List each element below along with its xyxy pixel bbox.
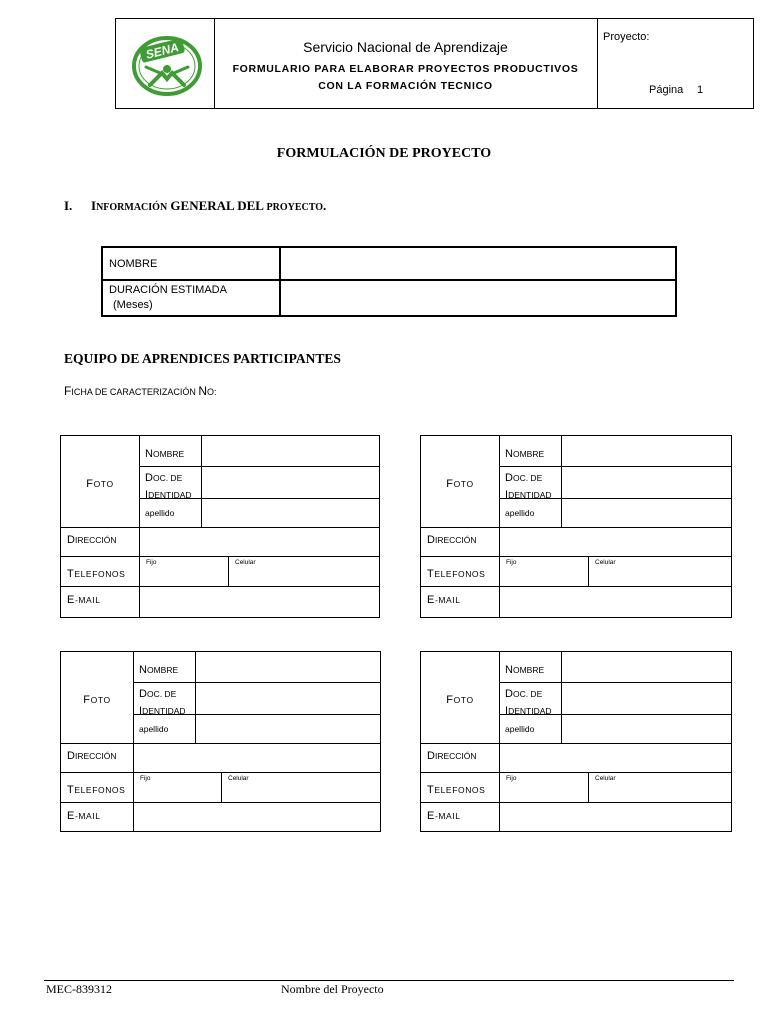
apellido-label-cell	[139, 498, 201, 527]
apellido-field[interactable]	[195, 714, 380, 743]
doc-label-line1	[139, 685, 186, 702]
fijo-label: Fijo	[140, 775, 151, 782]
apellido-field[interactable]	[561, 498, 731, 527]
fijo-label: Fijo	[506, 775, 517, 782]
foto-label-rest: OTO	[453, 478, 474, 489]
table-row	[102, 280, 676, 316]
telefonos-label	[67, 780, 125, 798]
telefonos-label	[427, 780, 485, 798]
email-label-initial: E	[67, 810, 75, 822]
nombre-label-initial: N	[145, 448, 153, 460]
foto-label	[61, 690, 133, 708]
email-row	[61, 586, 139, 617]
section-title	[91, 198, 326, 214]
ficha-part: N	[198, 384, 208, 398]
name-label-cell	[102, 247, 280, 280]
apellido-field[interactable]	[561, 714, 731, 743]
doc-label-line2-rest: DENTIDAD	[142, 706, 186, 716]
direccion-row	[421, 527, 499, 556]
email-label	[67, 590, 101, 608]
foto-cell[interactable]	[61, 436, 140, 527]
direccion-field[interactable]	[133, 743, 380, 772]
email-label-rest: -MAIL	[74, 811, 101, 821]
apellido-label-cell	[499, 714, 561, 743]
apellido-label: apellido	[505, 724, 535, 734]
direccion-row	[421, 743, 499, 772]
document-title: FORMULACIÓN DE PROYECTO	[276, 146, 492, 161]
nombre-label	[145, 444, 184, 462]
direccion-row	[61, 527, 139, 556]
foto-label-initial: F	[446, 693, 454, 706]
direccion-label	[67, 746, 117, 764]
doc-label-line1-rest: OC. DE	[512, 473, 543, 483]
doc-label-cell	[499, 466, 561, 501]
celular-label: Celular	[228, 775, 249, 782]
duration-label-cell	[102, 280, 280, 316]
participant-card	[420, 435, 732, 618]
email-label-initial: E	[67, 594, 75, 606]
doc-label-cell	[499, 682, 561, 717]
email-row	[421, 586, 499, 617]
celular-label: Celular	[595, 775, 616, 782]
email-label	[67, 806, 101, 824]
telefonos-row	[61, 556, 139, 586]
team-title: EQUIPO DE APRENDICES PARTICIPANTES	[64, 351, 341, 366]
celular-field[interactable]	[588, 772, 731, 802]
doc-label-line2-initial: I	[145, 489, 149, 501]
telefonos-row	[421, 772, 499, 802]
foto-label	[421, 690, 499, 708]
email-field[interactable]	[133, 802, 380, 831]
direccion-label	[427, 746, 477, 764]
foto-cell[interactable]	[421, 436, 500, 527]
email-label-initial: E	[427, 810, 435, 822]
nombre-label-rest: OMBRE	[152, 449, 185, 459]
apellido-field[interactable]	[201, 498, 379, 527]
telefonos-label	[427, 564, 485, 582]
project-label: Proyecto:	[603, 31, 650, 43]
table-row	[102, 247, 676, 280]
doc-label-cell	[139, 466, 201, 501]
doc-label-line1-initial: D	[505, 472, 513, 484]
foto-label-rest: OTO	[453, 694, 474, 705]
telefonos-row	[61, 772, 133, 802]
fijo-label: Fijo	[146, 559, 157, 566]
fijo-label: Fijo	[506, 559, 517, 566]
section-number: I.	[64, 198, 73, 213]
doc-label-line2-rest: DENTIDAD	[508, 706, 552, 716]
general-info-table	[101, 246, 677, 317]
header-project-cell	[597, 19, 753, 108]
footer-document-code: MEC-839312	[46, 982, 112, 996]
direccion-field[interactable]	[499, 743, 731, 772]
nombre-label	[505, 660, 544, 678]
telefonos-label-initial: T	[67, 784, 75, 796]
nombre-field[interactable]	[201, 436, 379, 466]
doc-field[interactable]	[201, 466, 379, 498]
fijo-field[interactable]	[133, 772, 221, 802]
nombre-label-initial: N	[139, 664, 147, 676]
name-label: NOMBRE	[109, 257, 158, 270]
nombre-field[interactable]	[561, 436, 731, 466]
doc-label-line2-initial: I	[139, 705, 143, 717]
email-label-rest: -MAIL	[434, 595, 461, 605]
institution-name: Servicio Nacional de Aprendizaje	[303, 39, 508, 55]
nombre-label-cell	[133, 652, 195, 682]
nombre-label-rest: OMBRE	[512, 449, 545, 459]
doc-label-line1-initial: D	[145, 472, 153, 484]
email-field[interactable]	[499, 802, 731, 831]
direccion-field[interactable]	[139, 527, 379, 556]
telefonos-label-rest: ELEFONOS	[434, 785, 486, 795]
doc-label-line1-initial: D	[505, 688, 513, 700]
doc-label-line1	[505, 469, 552, 486]
page-number: 1	[697, 84, 704, 96]
footer-project-name: Nombre del Proyecto	[281, 982, 384, 996]
celular-label: Celular	[235, 559, 256, 566]
nombre-label-initial: N	[505, 448, 513, 460]
ficha-part: F	[64, 384, 72, 398]
direccion-label-rest: IRECCIÓN	[434, 535, 477, 545]
sena-logo-icon	[116, 19, 214, 108]
nombre-label-rest: OMBRE	[512, 665, 545, 675]
fijo-field[interactable]	[499, 772, 588, 802]
ficha-part: O:	[207, 387, 217, 397]
direccion-label-rest: IRECCIÓN	[74, 751, 117, 761]
ficha-part: ICHA DE CARACTERIZACIÓN	[71, 387, 199, 397]
telefonos-label-initial: T	[67, 568, 75, 580]
section-title-part: NFORMACIÓN	[96, 202, 168, 213]
foto-cell[interactable]	[421, 652, 500, 743]
direccion-label-initial: D	[67, 750, 75, 762]
name-value-field[interactable]	[280, 247, 676, 280]
form-subtitle-line1: FORMULARIO PARA ELABORAR PROYECTOS PRODUCTIVOS	[232, 63, 579, 75]
foto-label	[421, 474, 499, 492]
fijo-field[interactable]	[139, 556, 228, 586]
header-title-cell	[214, 19, 598, 108]
apellido-label-cell	[499, 498, 561, 527]
doc-label-line2-rest: DENTIDAD	[148, 490, 192, 500]
nombre-label	[139, 660, 178, 678]
celular-field[interactable]	[221, 772, 380, 802]
email-label	[427, 590, 461, 608]
celular-label: Celular	[595, 559, 616, 566]
participant-card	[60, 435, 380, 618]
doc-label-line1-initial: D	[139, 688, 147, 700]
doc-field[interactable]	[561, 682, 731, 714]
celular-field[interactable]	[588, 556, 731, 586]
direccion-label-initial: D	[427, 750, 435, 762]
telefonos-row	[421, 556, 499, 586]
foto-label	[61, 474, 139, 492]
direccion-label	[67, 530, 117, 548]
doc-label-line1	[145, 469, 192, 486]
telefonos-label-initial: T	[427, 568, 435, 580]
fijo-field[interactable]	[499, 556, 588, 586]
ficha-label	[64, 384, 217, 398]
apellido-label: apellido	[139, 724, 169, 734]
doc-field[interactable]	[195, 682, 380, 714]
email-field[interactable]	[499, 586, 731, 617]
doc-label-line2-initial: I	[505, 489, 509, 501]
telefonos-label-initial: T	[427, 784, 435, 796]
section-title-part: GENERAL DEL	[167, 198, 267, 213]
apellido-label-cell	[133, 714, 195, 743]
foto-label-rest: OTO	[93, 478, 114, 489]
email-row	[61, 802, 133, 831]
nombre-label	[505, 444, 544, 462]
email-field[interactable]	[139, 586, 379, 617]
section-title-part: PROYECTO	[266, 202, 324, 213]
duration-unit-label: (Meses)	[113, 299, 153, 311]
nombre-label-cell	[499, 652, 561, 682]
nombre-field[interactable]	[195, 652, 380, 682]
doc-label-line1	[505, 685, 552, 702]
nombre-label-cell	[499, 436, 561, 466]
foto-label-initial: F	[83, 693, 91, 706]
document-header	[115, 18, 754, 109]
participant-card	[60, 651, 381, 832]
doc-field[interactable]	[561, 466, 731, 498]
foto-label-rest: OTO	[90, 694, 111, 705]
apellido-label: apellido	[505, 508, 535, 518]
email-label-rest: -MAIL	[434, 811, 461, 821]
doc-label-line2-rest: DENTIDAD	[508, 490, 552, 500]
email-row	[421, 802, 499, 831]
direccion-field[interactable]	[499, 527, 731, 556]
telefonos-label-rest: ELEFONOS	[74, 569, 126, 579]
doc-label-line2-initial: I	[505, 705, 509, 717]
direccion-row	[61, 743, 133, 772]
apellido-label: apellido	[145, 508, 175, 518]
nombre-label-cell	[139, 436, 201, 466]
logo-text: SENA	[144, 40, 181, 62]
logo-cell	[116, 19, 215, 108]
foto-label-initial: F	[446, 477, 454, 490]
section-title-part: I	[91, 198, 97, 213]
participant-card	[420, 651, 732, 832]
nombre-label-initial: N	[505, 664, 513, 676]
duration-label: DURACIÓN ESTIMADA	[109, 284, 227, 296]
direccion-label-rest: IRECCIÓN	[434, 751, 477, 761]
doc-label-line1-rest: OC. DE	[146, 689, 177, 699]
nombre-field[interactable]	[561, 652, 731, 682]
direccion-label-rest: IRECCIÓN	[74, 535, 117, 545]
section-title-part: .	[323, 198, 327, 213]
telefonos-label	[67, 564, 125, 582]
doc-label-line1-rest: OC. DE	[512, 689, 543, 699]
form-subtitle-line2: CON LA FORMACIÓN TECNICO	[318, 80, 493, 92]
foto-label-initial: F	[86, 477, 94, 490]
email-label-initial: E	[427, 594, 435, 606]
direccion-label-initial: D	[427, 534, 435, 546]
page-label: Página	[649, 84, 684, 96]
duration-value-field[interactable]	[280, 280, 676, 316]
doc-label-cell	[133, 682, 195, 717]
celular-field[interactable]	[228, 556, 379, 586]
email-label-rest: -MAIL	[74, 595, 101, 605]
direccion-label	[427, 530, 477, 548]
nombre-label-rest: OMBRE	[146, 665, 179, 675]
telefonos-label-rest: ELEFONOS	[434, 569, 486, 579]
footer-divider	[44, 980, 734, 981]
doc-label-line1-rest: OC. DE	[152, 473, 183, 483]
email-label	[427, 806, 461, 824]
telefonos-label-rest: ELEFONOS	[74, 785, 126, 795]
foto-cell[interactable]	[61, 652, 134, 743]
direccion-label-initial: D	[67, 534, 75, 546]
